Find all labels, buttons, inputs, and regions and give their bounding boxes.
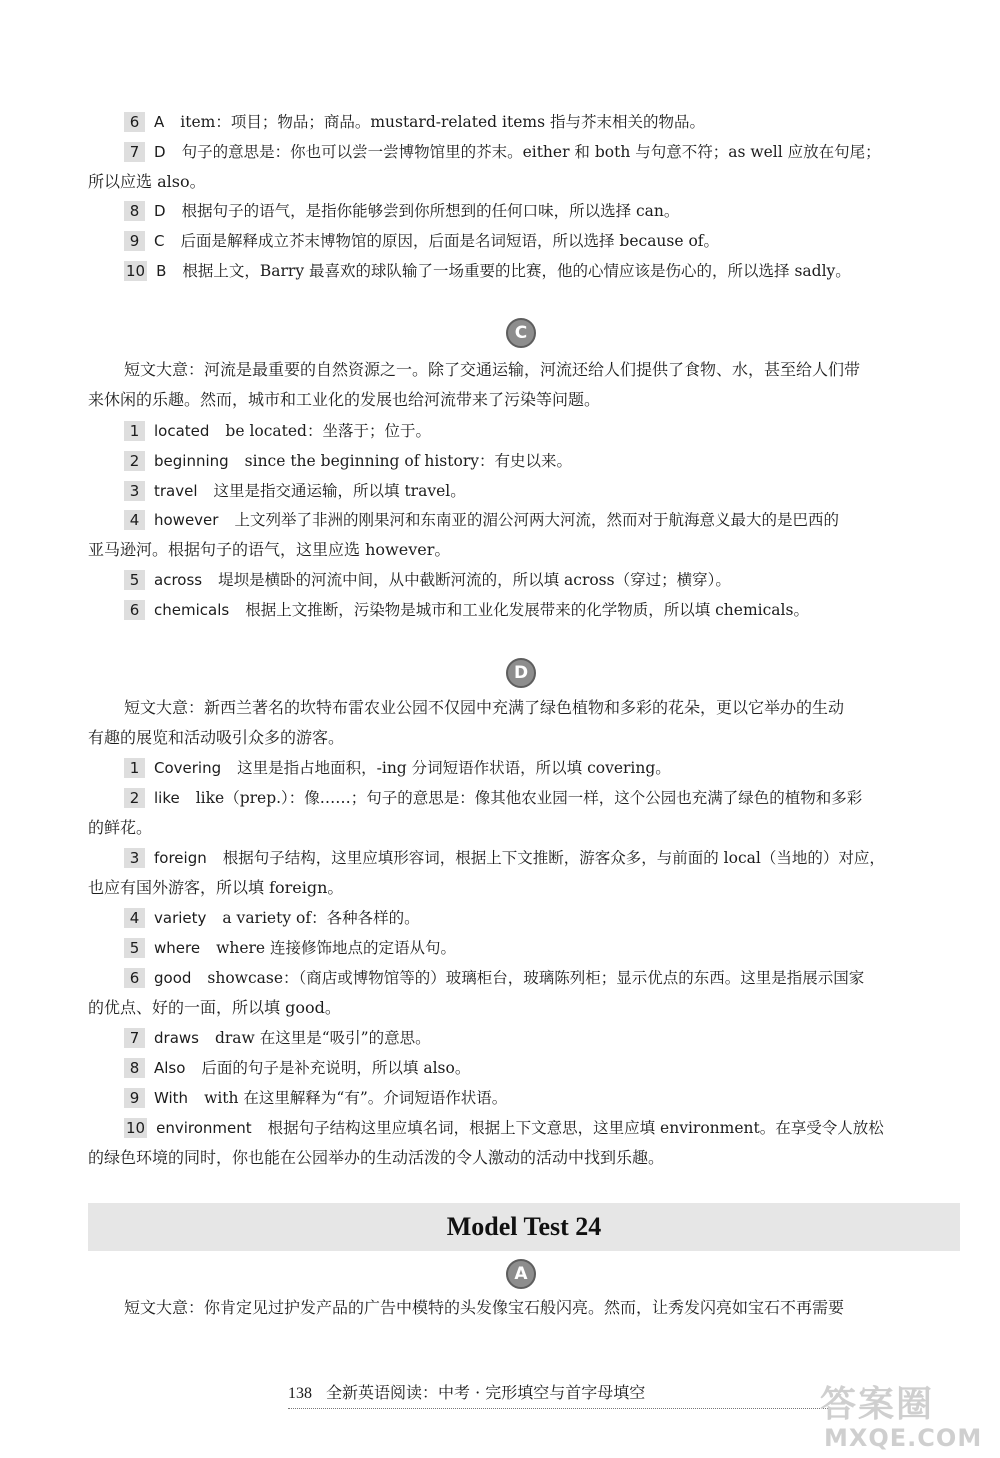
item-answer: travel: [154, 482, 198, 500]
item-answer: beginning: [154, 452, 229, 470]
item-answer: where: [154, 939, 201, 957]
item-explanation-continued: 的鲜花。: [88, 818, 153, 837]
item-answer: draws: [154, 1029, 199, 1047]
item-explanation: 后面是解释成立芥末博物馆的原因，后面是名词短语，所以选择 because of。: [180, 232, 720, 250]
item-number: 10: [126, 262, 146, 280]
footer-divider: [288, 1408, 830, 1409]
list-item: [124, 600, 960, 620]
item-number: 8: [124, 201, 145, 221]
item-answer: foreign: [154, 849, 207, 867]
section-summary: 短文大意：河流是最重要的自然资源之一。除了交通运输，河流还给人们提供了食物、水，甚至给人们带: [124, 360, 861, 379]
list-item: [124, 201, 960, 221]
item-explanation: 根据句子结构，这里应填形容词，根据上下文推断，游客众多，与前面的 local（当地的）对应，: [222, 849, 885, 867]
page-number: 138: [288, 1385, 312, 1402]
list-item: [124, 261, 960, 281]
item-number: 4: [124, 510, 145, 530]
item-answer: variety: [154, 909, 207, 927]
item-answer: B: [156, 262, 167, 280]
item-explanation: 根据上文推断，污染物是城市和工业化发展带来的化学物质，所以填 chemicals。: [245, 601, 809, 619]
item-answer: With: [154, 1089, 189, 1107]
section-summary-continued: 来休闲的乐趣。然而，城市和工业化的发展也给河流带来了污染等问题。: [88, 390, 601, 409]
item-explanation: 上文列举了非洲的刚果河和东南亚的湄公河两大河流，然而对于航海意义最大的是巴西的: [234, 511, 839, 529]
item-answer: however: [154, 511, 219, 529]
item-answer: good: [154, 969, 192, 987]
list-item: [124, 1088, 960, 1108]
item-explanation: since the beginning of history：有史以来。: [244, 452, 572, 470]
list-item: [124, 1028, 960, 1048]
watermark-logo: [820, 1376, 990, 1456]
item-number: 6: [124, 112, 145, 132]
list-item: [124, 421, 960, 441]
list-item: [124, 938, 960, 958]
item-number: 1: [124, 758, 145, 778]
item-number: 6: [124, 968, 145, 988]
item-explanation: draw 在这里是“吸引”的意思。: [214, 1029, 431, 1047]
list-item: [124, 848, 960, 868]
list-item: [124, 451, 960, 471]
item-number: 9: [124, 231, 145, 251]
list-item: [124, 788, 960, 808]
item-number: 8: [124, 1058, 145, 1078]
watermark-glyphs: 答案圈: [820, 1384, 935, 1425]
item-explanation: with 在这里解释为“有”。介词短语作状语。: [204, 1089, 508, 1107]
section-badge-d: D: [506, 658, 536, 688]
section-badge-a: A: [506, 1259, 536, 1289]
item-number: 6: [124, 600, 145, 620]
item-explanation: 句子的意思是：你也可以尝一尝博物馆里的芥末。either 和 both 与句意不符；as well 应放在句尾；: [181, 143, 881, 161]
section-badge-c: C: [506, 318, 536, 348]
book-title: 全新英语阅读：中考 · 完形填空与首字母填空: [326, 1383, 646, 1402]
item-number: 9: [124, 1088, 145, 1108]
item-explanation: showcase：（商店或博物馆等的）玻璃柜台，玻璃陈列柜；显示优点的东西。这里是指展示国家: [207, 969, 865, 987]
list-item: [124, 481, 960, 501]
item-number: 4: [124, 908, 145, 928]
item-number: 2: [124, 788, 145, 808]
item-explanation: 堤坝是横卧的河流中间，从中截断河流的，所以填 across（穿过；横穿）。: [218, 571, 731, 589]
list-item: [124, 908, 960, 928]
item-answer: located: [154, 422, 210, 440]
item-number: 10: [126, 1119, 146, 1137]
list-item: [124, 570, 960, 590]
item-answer: chemicals: [154, 601, 230, 619]
model-test-title: Model Test 24: [446, 1212, 602, 1241]
item-number: 5: [124, 570, 145, 590]
item-explanation-continued: 的优点、好的一面，所以填 good。: [88, 998, 341, 1017]
item-number: 1: [124, 421, 145, 441]
item-number: 3: [124, 481, 145, 501]
list-item: [124, 968, 960, 988]
item-explanation: 这里是指占地面积，-ing 分词短语作状语，所以填 covering。: [237, 759, 671, 777]
list-item: [124, 231, 960, 251]
watermark-url: MXQE.COM: [824, 1424, 983, 1452]
section-summary: 短文大意：你肯定见过护发产品的广告中模特的头发像宝石般闪亮。然而，让秀发闪亮如宝石不再需要: [124, 1298, 845, 1317]
item-explanation: 根据句子结构这里应填名词，根据上下文意思，这里应填 environment。在享受令人放松: [267, 1119, 884, 1137]
item-number: 7: [124, 1028, 145, 1048]
item-number: 2: [124, 451, 145, 471]
list-item: [124, 1058, 960, 1078]
item-explanation-continued: 也应有国外游客，所以填 foreign。: [88, 878, 344, 897]
item-answer: Covering: [154, 759, 222, 777]
section-summary-continued: 有趣的展览和活动吸引众多的游客。: [88, 728, 345, 747]
item-explanation: a variety of：各种各样的。: [222, 909, 420, 927]
item-answer: environment: [156, 1119, 252, 1137]
item-explanation-continued: 亚马逊河。根据句子的语气，这里应选 however。: [88, 540, 451, 559]
item-answer: across: [154, 571, 203, 589]
model-test-header: [88, 1203, 960, 1251]
list-item: [124, 510, 960, 530]
item-explanation: 根据句子的语气，是指你能够尝到你所想到的任何口味，所以选择 can。: [181, 202, 680, 220]
item-explanation: where 连接修饰地点的定语从句。: [216, 939, 457, 957]
item-answer: A: [154, 113, 165, 131]
item-explanation: 后面的句子是补充说明，所以填 also。: [201, 1059, 471, 1077]
item-answer: like: [154, 789, 180, 807]
list-item: [124, 1118, 960, 1138]
item-answer: D: [154, 202, 166, 220]
item-answer: D: [154, 143, 166, 161]
item-explanation: item：项目；物品；商品。mustard-related items 指与芥末相关的物品。: [180, 113, 705, 131]
item-explanation: be located：坐落于；位于。: [225, 422, 431, 440]
item-number: 5: [124, 938, 145, 958]
page-footer: [288, 1380, 788, 1406]
item-answer: Also: [154, 1059, 186, 1077]
item-explanation-continued: 的绿色环境的同时，你也能在公园举办的生动活泼的令人激动的活动中找到乐趣。: [88, 1148, 665, 1167]
item-explanation: 这里是指交通运输，所以填 travel。: [213, 482, 466, 500]
list-item: [124, 112, 960, 132]
list-item: [124, 758, 960, 778]
item-explanation: like（prep.）：像……；句子的意思是：像其他农业园一样，这个公园也充满了绿色的植物和多彩: [195, 789, 863, 807]
item-number: 7: [124, 142, 145, 162]
item-explanation: 根据上文，Barry 最喜欢的球队输了一场重要的比赛，他的心情应该是伤心的，所以选择 sadly。: [182, 262, 851, 280]
list-item: [124, 142, 960, 162]
section-summary: 短文大意：新西兰著名的坎特布雷农业公园不仅园中充满了绿色植物和多彩的花朵，更以它举办的生动: [124, 698, 845, 717]
item-explanation-continued: 所以应选 also。: [88, 172, 206, 191]
item-answer: C: [154, 232, 165, 250]
item-number: 3: [124, 848, 145, 868]
